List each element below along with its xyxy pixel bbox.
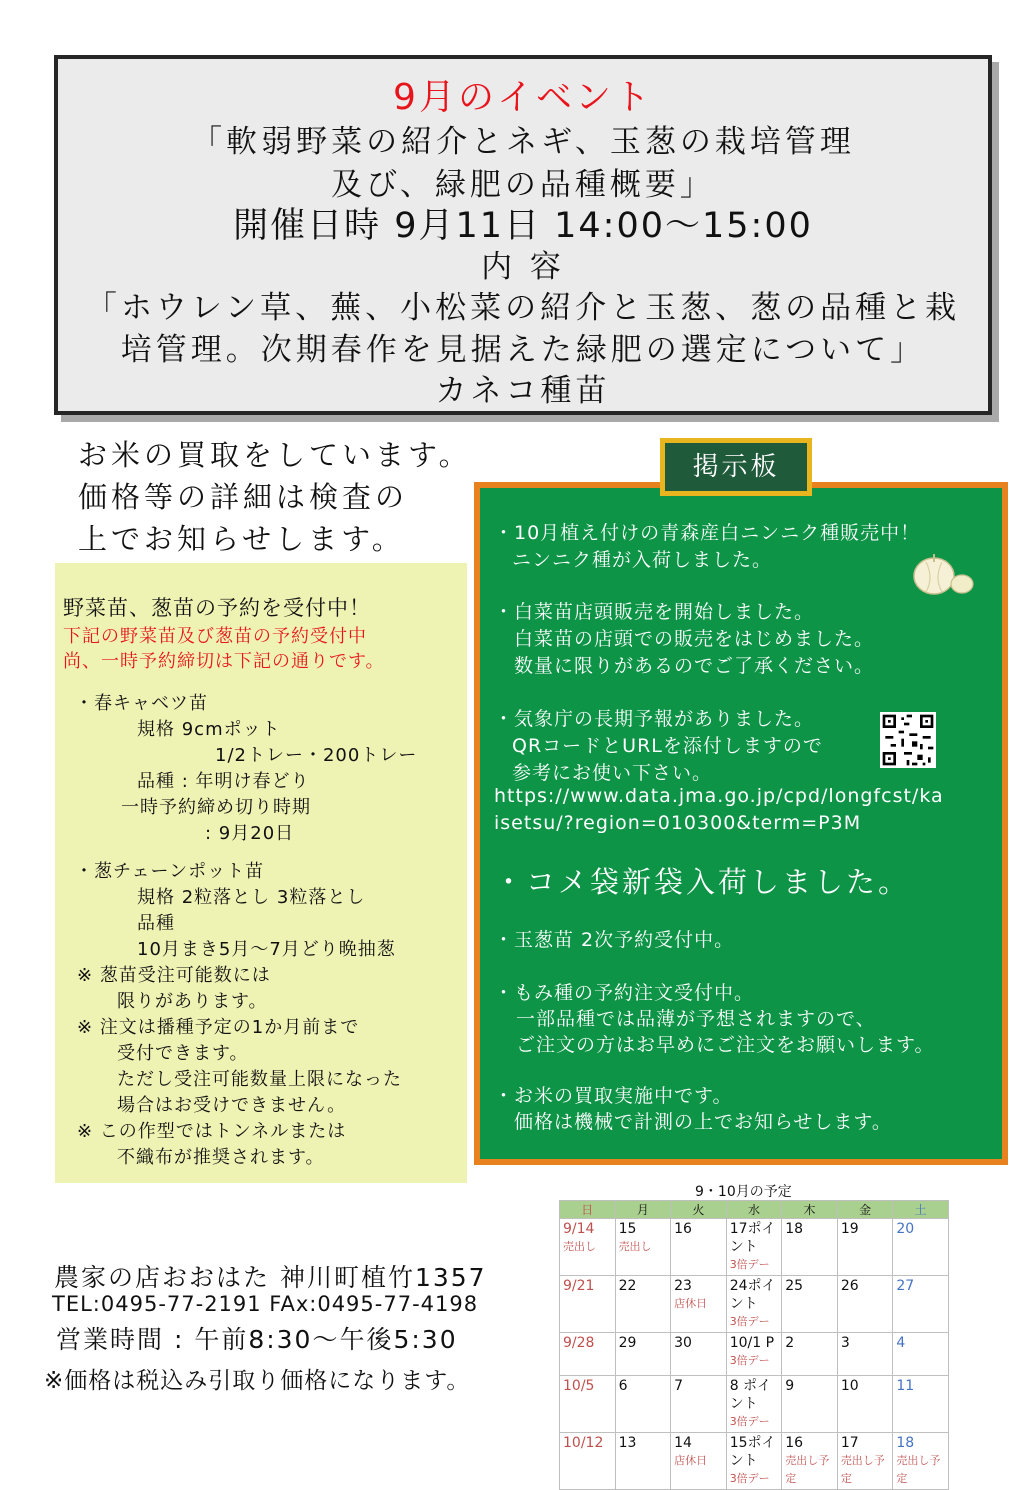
calendar-date: 9/28 — [563, 1335, 595, 1351]
calendar-day-cell — [671, 1276, 727, 1333]
calendar-date: 18 — [896, 1435, 915, 1451]
calendar-date: 8 ポイント — [729, 1378, 772, 1412]
calendar-date: 20 — [896, 1221, 915, 1237]
seedling-heading: 野菜苗、葱苗の予約を受付中！ — [63, 596, 371, 620]
calendar-date: 19 — [840, 1221, 859, 1237]
board-line: ・10月植え付けの青森産白ニンニク種販売中！ — [494, 522, 921, 544]
calendar-header-tue: 火 — [671, 1201, 727, 1219]
calendar-day-cell — [893, 1333, 949, 1376]
rice-notice-line: 上でお知らせします。 — [78, 522, 405, 556]
calendar-note: 売出し予定 — [840, 1454, 885, 1485]
seedling-red-note-2: 尚、一時予約締切は下記の通りです。 — [63, 651, 385, 672]
calendar-date: 18 — [785, 1221, 804, 1237]
board-line: 一部品種では品薄が予想されますので、 — [516, 1008, 876, 1030]
board-line: 価格は機械で計測の上でお知らせします。 — [514, 1111, 892, 1133]
board-line: ご注文の方はお早めにご注文をお願いします。 — [516, 1034, 935, 1056]
calendar-date: 23 — [674, 1278, 692, 1294]
calendar-day-cell — [837, 1376, 893, 1433]
calendar-date: 6 — [618, 1378, 628, 1394]
calendar-header-row — [560, 1201, 949, 1219]
calendar-date: 10/1 P — [729, 1335, 775, 1351]
calendar-body — [560, 1219, 949, 1490]
seedling-line: 一時予約締め切り時期 — [121, 797, 311, 818]
calendar-note: 売出し予定 — [896, 1454, 941, 1485]
board-line: QRコードとURLを添付しますので — [512, 735, 823, 757]
calendar-date: 30 — [674, 1335, 692, 1351]
shop-phone-fax: TEL:0495-77-2191 FAx:0495-77-4198 — [52, 1292, 479, 1316]
calendar-header-fri: 金 — [837, 1201, 893, 1219]
board-line: ・もみ種の予約注文受付中。 — [494, 982, 755, 1004]
calendar-day-cell — [726, 1219, 782, 1276]
calendar-date: 3 — [840, 1335, 850, 1351]
calendar-day-cell — [782, 1433, 838, 1490]
calendar-day-cell — [782, 1276, 838, 1333]
event-presenter: カネコ種苗 — [435, 373, 611, 409]
calendar-day-cell — [837, 1219, 893, 1276]
event-date: 開催日時 9月11日 14:00～15:00 — [233, 206, 813, 246]
calendar-date: 16 — [785, 1435, 804, 1451]
calendar-week-row — [560, 1219, 949, 1276]
rice-notice-line: 価格等の詳細は検査の — [78, 480, 409, 514]
seedling-line: 規格 2粒落とし 3粒落とし — [137, 887, 366, 908]
calendar-day-cell — [560, 1433, 616, 1490]
seedling-line: 場合はお受けできません。 — [117, 1095, 347, 1116]
seedling-line: ※ 注文は播種予定の1か月前まで — [77, 1017, 360, 1038]
calendar-day-cell — [726, 1276, 782, 1333]
calendar-day-cell — [671, 1376, 727, 1433]
calendar-date: 9/21 — [563, 1278, 595, 1294]
calendar-day-cell — [615, 1376, 671, 1433]
calendar-date: 4 — [896, 1335, 906, 1351]
calendar-day-cell — [615, 1433, 671, 1490]
garlic-icon — [906, 548, 978, 598]
calendar-header-wed: 水 — [726, 1201, 782, 1219]
seedling-reservation-box — [55, 563, 467, 1183]
calendar-day-cell — [893, 1376, 949, 1433]
calendar-day-cell — [615, 1276, 671, 1333]
event-line-1: 「軟弱野菜の紹介とネギ、玉葱の栽培管理 — [191, 124, 855, 160]
board-line: 白菜苗の店頭での販売をはじめました。 — [514, 628, 875, 650]
calendar-note: 3倍デー — [729, 1415, 770, 1428]
calendar-week-row — [560, 1433, 949, 1490]
calendar-note: 店休日 — [674, 1297, 708, 1310]
calendar-day-cell — [726, 1433, 782, 1490]
seedling-line: 品種 — [137, 913, 175, 934]
calendar-date: 15 — [618, 1221, 637, 1237]
calendar-day-cell — [615, 1219, 671, 1276]
event-line-2: 及び、緑肥の品種概要」 — [331, 167, 715, 203]
calendar-day-cell — [782, 1333, 838, 1376]
seedling-line: ・春キャベツ苗 — [75, 693, 208, 714]
calendar-note: 3倍デー — [729, 1315, 770, 1328]
calendar-date: 11 — [896, 1378, 915, 1394]
calendar-header-thu: 木 — [782, 1201, 838, 1219]
seedling-line: 1/2トレー・200トレー — [215, 745, 418, 766]
calendar-note: 3倍デー — [729, 1258, 770, 1271]
calendar-date: 25 — [785, 1278, 804, 1294]
qr-code-icon — [880, 712, 936, 768]
seedling-line: 不織布が推奨されます。 — [117, 1147, 325, 1168]
calendar-note: 売出し — [563, 1240, 596, 1253]
price-note: ※価格は税込み引取り価格になります。 — [44, 1368, 471, 1394]
calendar-week-row — [560, 1376, 949, 1433]
calendar-header-mon: 月 — [615, 1201, 671, 1219]
seedling-line: 10月まき5月～7月どり晩抽葱 — [137, 939, 396, 960]
calendar-date: 7 — [674, 1378, 684, 1394]
board-line: ・玉葱苗 2次予約受付中。 — [494, 929, 735, 951]
calendar-date: 17ポイント — [729, 1221, 776, 1255]
shop-hours: 営業時間 : 午前8:30～午後5:30 — [56, 1325, 458, 1354]
board-url-line: isetsu/?region=010300&term=P3M — [494, 812, 862, 834]
calendar-note: 店休日 — [674, 1454, 708, 1467]
calendar-date: 24ポイント — [729, 1278, 776, 1312]
calendar-day-cell — [560, 1376, 616, 1433]
seedling-line: ただし受注可能数量上限になった — [117, 1069, 402, 1090]
seedling-line: : 9月20日 — [205, 823, 295, 844]
calendar-day-cell — [615, 1333, 671, 1376]
calendar-day-cell — [671, 1333, 727, 1376]
seedling-line: 限りがあります。 — [117, 991, 268, 1012]
calendar-date: 29 — [618, 1335, 637, 1351]
calendar-date: 10/5 — [563, 1378, 595, 1394]
rice-notice-line: お米の買取をしています。 — [78, 438, 472, 472]
calendar-date: 10/12 — [563, 1435, 604, 1451]
calendar-date: 16 — [674, 1221, 692, 1237]
shop-name-address: 農家の店おおはた 神川町植竹1357 — [54, 1263, 487, 1292]
bulletin-board-tag: 掲示板 — [660, 438, 812, 496]
calendar-title: 9・10月の予定 — [695, 1184, 792, 1200]
rice-notice — [78, 434, 478, 560]
board-url-line: https://www.data.jma.go.jp/cpd/longfcst/ka — [494, 785, 944, 807]
calendar-day-cell — [560, 1219, 616, 1276]
calendar-date: 26 — [840, 1278, 859, 1294]
seedling-red-note-1: 下記の野菜苗及び葱苗の予約受付中 — [63, 626, 367, 647]
calendar-date: 9/14 — [563, 1221, 595, 1237]
board-line-highlight: ・コメ袋新袋入荷しました。 — [494, 865, 911, 899]
board-line: ニンニク種が入荷しました。 — [512, 549, 773, 571]
event-content-2: 培管理。次期春作を見据えた緑肥の選定について」 — [120, 332, 926, 368]
board-line: ・白菜苗店頭販売を開始しました。 — [494, 601, 815, 623]
board-line: ・お米の買取実施中です。 — [494, 1085, 733, 1107]
calendar-date: 2 — [785, 1335, 795, 1351]
seedling-line: ※ 葱苗受注可能数には — [77, 965, 271, 986]
calendar-day-cell — [837, 1276, 893, 1333]
calendar-day-cell — [560, 1276, 616, 1333]
calendar-note: 3倍デー — [729, 1472, 770, 1485]
calendar-day-cell — [671, 1219, 727, 1276]
seedling-line: 品種 : 年明け春どり — [137, 771, 310, 792]
seedling-line: 受付できます。 — [117, 1043, 249, 1064]
calendar-date: 22 — [618, 1278, 637, 1294]
calendar-date: 14 — [674, 1435, 692, 1451]
calendar-header-sat: 土 — [893, 1201, 949, 1219]
calendar-week-row — [560, 1333, 949, 1376]
calendar-week-row — [560, 1276, 949, 1333]
calendar-day-cell — [560, 1333, 616, 1376]
calendar-day-cell — [837, 1433, 893, 1490]
calendar-note: 売出し — [618, 1240, 652, 1253]
calendar-header-sun: 日 — [560, 1201, 616, 1219]
calendar-note: 売出し予定 — [785, 1454, 830, 1485]
schedule-calendar — [559, 1200, 949, 1490]
calendar-date: 27 — [896, 1278, 915, 1294]
event-title: 9月のイベント — [393, 77, 653, 118]
event-box — [54, 55, 992, 415]
event-content-label: 内 容 — [481, 249, 565, 285]
calendar-day-cell — [837, 1333, 893, 1376]
calendar-day-cell — [782, 1219, 838, 1276]
seedling-line: 規格 9cmポット — [137, 719, 281, 740]
calendar-date: 9 — [785, 1378, 795, 1394]
seedling-line: ・葱チェーンポット苗 — [75, 861, 265, 882]
calendar-date: 10 — [840, 1378, 859, 1394]
calendar-day-cell — [671, 1433, 727, 1490]
board-line: 数量に限りがあるのでご了承ください。 — [514, 655, 875, 677]
board-line: 参考にお使い下さい。 — [512, 762, 713, 784]
calendar-date: 15ポイント — [729, 1435, 776, 1469]
calendar-day-cell — [893, 1276, 949, 1333]
calendar-day-cell — [893, 1219, 949, 1276]
calendar-note: 3倍デー — [729, 1354, 770, 1367]
seedling-line: ※ この作型ではトンネルまたは — [77, 1121, 347, 1142]
event-content-1: 「ホウレン草、蕪、小松菜の紹介と玉葱、葱の品種と栽 — [85, 290, 961, 326]
calendar-day-cell — [726, 1333, 782, 1376]
board-line: ・気象庁の長期予報がありました。 — [494, 708, 815, 730]
calendar-day-cell — [893, 1433, 949, 1490]
calendar-day-cell — [726, 1376, 782, 1433]
calendar-day-cell — [782, 1376, 838, 1433]
calendar-date: 13 — [618, 1435, 637, 1451]
calendar-date: 17 — [840, 1435, 859, 1451]
